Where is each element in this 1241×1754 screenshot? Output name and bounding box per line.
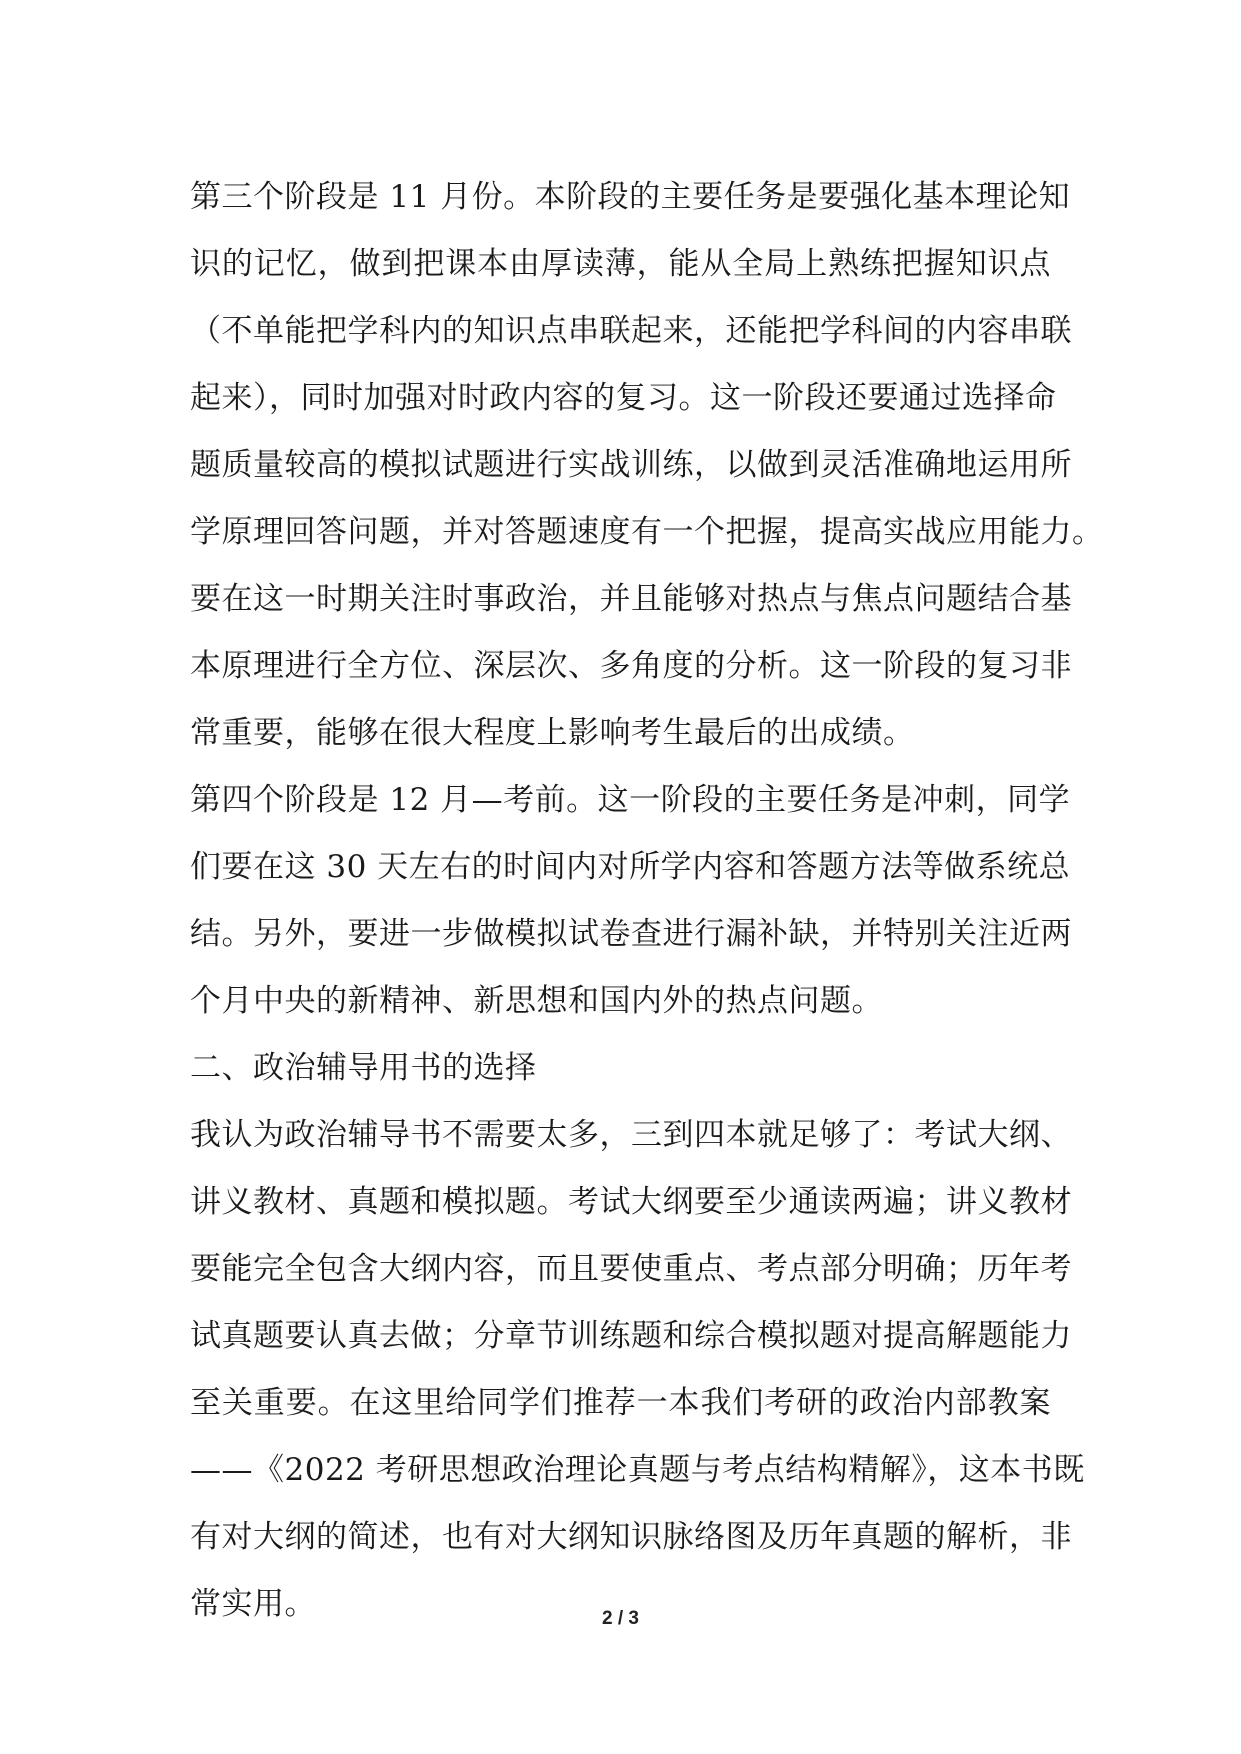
document-body [190, 164, 1104, 1638]
text-line: ——《2022 考研思想政治理论真题与考点结构精解》，这本书既 [190, 1452, 1085, 1488]
heading-line: 二、政治辅导用书的选择 [190, 1050, 537, 1086]
text-line: 识的记忆，做到把课本由厚读薄，能从全局上熟练把握知识点 [190, 246, 1051, 282]
text-line: 我认为政治辅导书不需要太多，三到四本就足够了：考试大纲、 [190, 1117, 1072, 1153]
text-line: 学原理回答问题，并对答题速度有一个把握，提高实战应用能力。 [190, 514, 1104, 550]
text-line: 有对大纲的简述，也有对大纲知识脉络图及历年真题的解析，非 [190, 1519, 1072, 1555]
text-line: （不单能把学科内的知识点串联起来，还能把学科间的内容串联 [190, 313, 1072, 349]
text-line: 试真题要认真去做；分章节训练题和综合模拟题对提高解题能力 [190, 1318, 1072, 1354]
page-number: 2 / 3 [602, 1608, 639, 1629]
text-line: 个月中央的新精神、新思想和国内外的热点问题。 [190, 983, 883, 1019]
text-line: 要能完全包含大纲内容，而且要使重点、考点部分明确；历年考 [190, 1251, 1072, 1287]
text-line: 第三个阶段是 11 月份。本阶段的主要任务是要强化基本理论知 [190, 179, 1071, 215]
text-line: 至关重要。在这里给同学们推荐一本我们考研的政治内部教案 [190, 1385, 1051, 1421]
text-line: 常实用。 [190, 1586, 316, 1622]
text-line: 讲义教材、真题和模拟题。考试大纲要至少通读两遍；讲义教材 [190, 1184, 1072, 1220]
paragraph-book-selection [190, 1102, 1085, 1638]
text-line: 结。另外，要进一步做模拟试卷查进行漏补缺，并特别关注近两 [190, 916, 1072, 952]
text-line: 们要在这 30 天左右的时间内对所学内容和答题方法等做系统总 [190, 849, 1071, 885]
text-line: 常重要，能够在很大程度上影响考生最后的出成绩。 [190, 715, 915, 751]
text-line: 题质量较高的模拟试题进行实战训练，以做到灵活准确地运用所 [190, 447, 1072, 483]
paragraph-stage-three [190, 164, 1104, 767]
text-line: 要在这一时期关注时事政治，并且能够对热点与焦点问题结合基 [190, 581, 1072, 617]
text-line: 第四个阶段是 12 月—考前。这一阶段的主要任务是冲刺，同学 [190, 782, 1071, 818]
paragraph-stage-four [190, 767, 1072, 1035]
text-line: 起来），同时加强对时政内容的复习。这一阶段还要通过选择命 [190, 380, 1057, 416]
text-line: 本原理进行全方位、深层次、多角度的分析。这一阶段的复习非 [190, 648, 1072, 684]
section-heading [190, 1035, 1051, 1102]
